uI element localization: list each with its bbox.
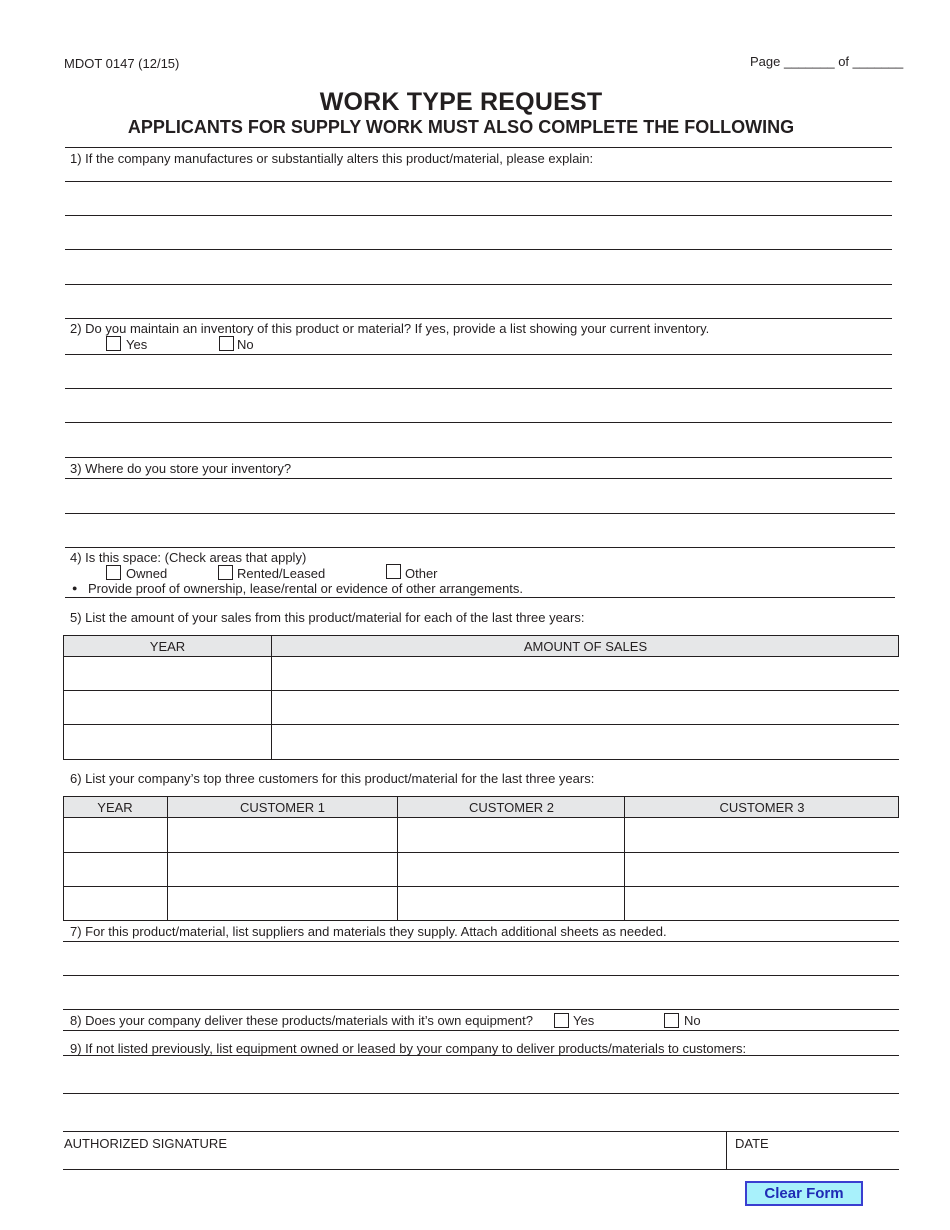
q4-rented-label: Rented/Leased	[237, 566, 326, 581]
q4-rented-checkbox[interactable]	[218, 565, 233, 580]
divider	[65, 547, 895, 548]
date-label: DATE	[735, 1136, 769, 1151]
q4-owned-checkbox[interactable]	[106, 565, 121, 580]
q5-table-row[interactable]	[63, 724, 899, 725]
q4-other-label: Other	[405, 566, 438, 581]
q5-col-amount: AMOUNT OF SALES	[523, 639, 648, 654]
table-border	[397, 796, 398, 920]
divider	[63, 1131, 899, 1132]
divider	[65, 147, 892, 148]
q3-answer-line[interactable]	[65, 513, 895, 514]
q6-col-year: YEAR	[97, 800, 133, 815]
q1-answer-line[interactable]	[65, 284, 892, 285]
q7-label: 7) For this product/material, list suppliers and materials they supply. Attach additional sheets as needed.	[70, 924, 667, 939]
q9-answer-line[interactable]	[63, 1055, 899, 1056]
form-title: WORK TYPE REQUEST	[319, 88, 603, 116]
form-subtitle: APPLICANTS FOR SUPPLY WORK MUST ALSO COMPLETE THE FOLLOWING	[127, 117, 795, 137]
divider	[63, 1009, 899, 1010]
table-border	[63, 635, 899, 636]
form-number: MDOT 0147 (12/15)	[64, 56, 180, 71]
divider	[65, 597, 895, 598]
q2-answer-line[interactable]	[65, 354, 892, 355]
q8-yes-checkbox[interactable]	[554, 1013, 569, 1028]
q2-answer-line[interactable]	[65, 388, 892, 389]
divider	[63, 1030, 899, 1031]
q5-table-row[interactable]	[63, 690, 899, 691]
q1-label: 1) If the company manufactures or substantially alters this product/material, please explain:	[70, 151, 594, 166]
q6-col-customer2: CUSTOMER 2	[469, 800, 554, 815]
q3-answer-line[interactable]	[65, 478, 892, 479]
q2-yes-label: Yes	[126, 337, 148, 352]
q2-no-checkbox[interactable]	[219, 336, 234, 351]
table-border	[63, 656, 899, 657]
divider	[65, 457, 892, 458]
q4-label: 4) Is this space: (Check areas that apply)	[70, 550, 307, 565]
q6-table-row[interactable]	[63, 852, 899, 853]
q9-label: 9) If not listed previously, list equipment owned or leased by your company to deliver products/materials to customers:	[70, 1041, 747, 1056]
table-border	[898, 796, 899, 817]
authorized-signature-label: AUTHORIZED SIGNATURE	[64, 1136, 227, 1151]
q4-other-checkbox[interactable]	[386, 564, 401, 579]
table-border	[63, 817, 899, 818]
q8-yes-label: Yes	[573, 1013, 595, 1028]
q2-yes-checkbox[interactable]	[106, 336, 121, 351]
q2-answer-line[interactable]	[65, 422, 892, 423]
table-border	[167, 796, 168, 920]
bullet-icon: ●	[72, 583, 78, 593]
page-number-field[interactable]: Page _______ of _______	[750, 54, 904, 69]
q8-no-checkbox[interactable]	[664, 1013, 679, 1028]
q4-owned-label: Owned	[126, 566, 168, 581]
q3-label: 3) Where do you store your inventory?	[70, 461, 292, 476]
q4-note: Provide proof of ownership, lease/rental or evidence of other arrangements.	[88, 581, 524, 596]
q1-answer-line[interactable]	[65, 249, 892, 250]
q8-label: 8) Does your company deliver these products/materials with it’s own equipment?	[70, 1013, 533, 1028]
q5-table-row[interactable]	[63, 759, 899, 760]
divider	[65, 318, 892, 319]
q7-answer-line[interactable]	[63, 975, 899, 976]
q6-table-row[interactable]	[63, 920, 899, 921]
q8-no-label: No	[684, 1013, 701, 1028]
table-border	[624, 796, 625, 920]
q9-answer-line[interactable]	[63, 1093, 899, 1094]
table-border	[63, 635, 64, 759]
q6-label: 6) List your company’s top three customers for this product/material for the last three years:	[70, 771, 595, 786]
q2-no-label: No	[237, 337, 254, 352]
q6-col-customer1: CUSTOMER 1	[240, 800, 325, 815]
q1-answer-line[interactable]	[65, 215, 892, 216]
table-border	[271, 635, 272, 759]
signature-divider	[726, 1131, 727, 1169]
q1-answer-line[interactable]	[65, 181, 892, 182]
table-border	[63, 796, 64, 920]
table-border	[63, 796, 899, 797]
q7-answer-line[interactable]	[63, 941, 899, 942]
table-border	[898, 635, 899, 656]
q2-label: 2) Do you maintain an inventory of this product or material? If yes, provide a list showing your current inventory.	[70, 321, 710, 336]
q5-col-year: YEAR	[149, 639, 186, 654]
signature-line[interactable]	[63, 1169, 899, 1170]
q6-table-row[interactable]	[63, 886, 899, 887]
q5-label: 5) List the amount of your sales from this product/material for each of the last three years:	[70, 610, 585, 625]
clear-form-button[interactable]: Clear Form	[745, 1181, 863, 1206]
q6-col-customer3: CUSTOMER 3	[719, 800, 805, 815]
